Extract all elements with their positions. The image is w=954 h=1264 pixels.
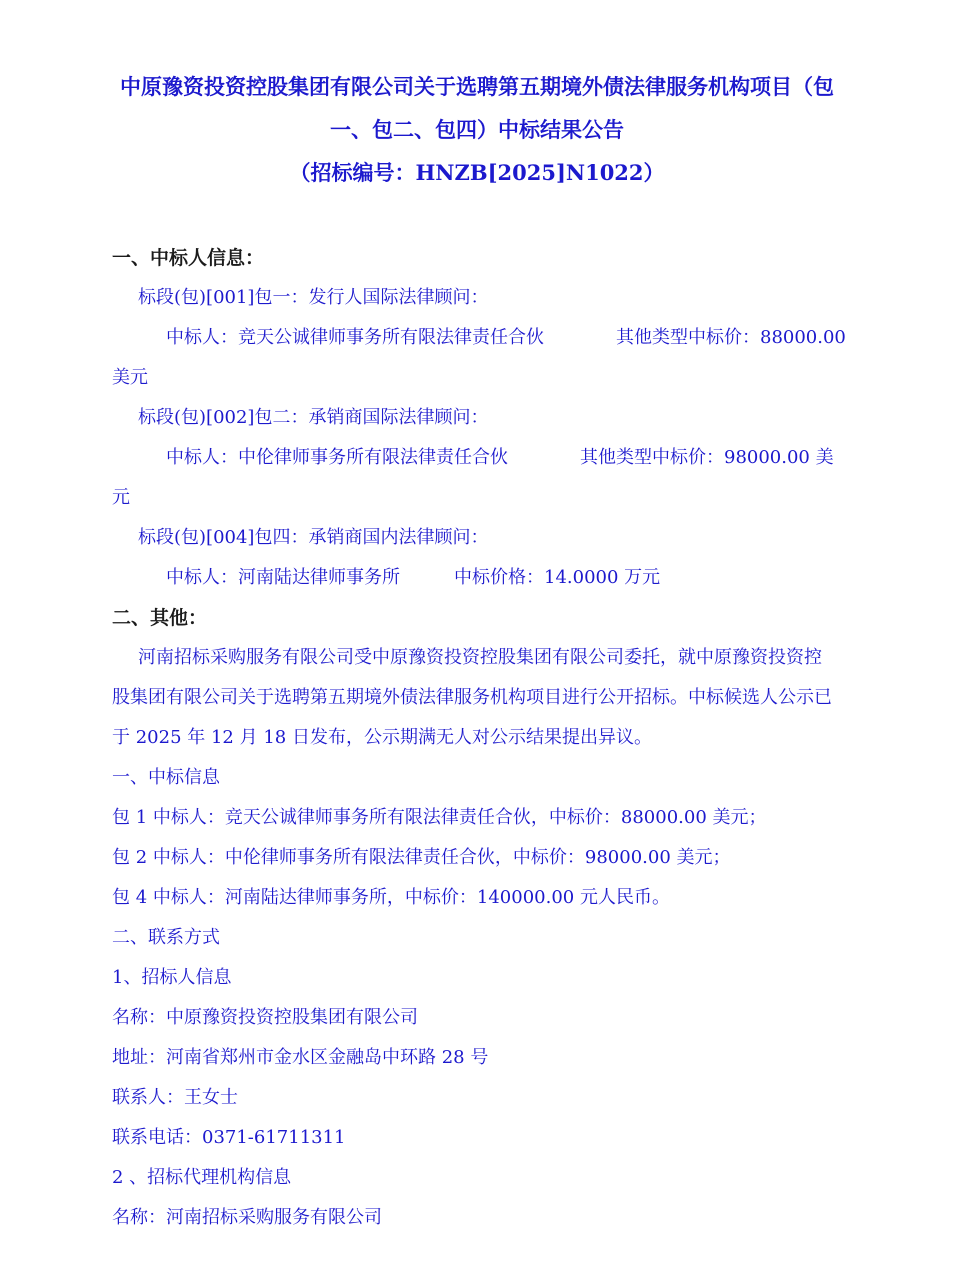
section-heading-winner-info: 一、中标人信息： bbox=[112, 247, 265, 269]
title-line-1: 中原豫资投资控股集团有限公司关于选聘第五期境外债法律服务机构项目（包 bbox=[120, 74, 834, 99]
doc-line-winner-lot-002: 中标人：中伦律师事务所有限法律责任合伙 其他类型中标价：98000.00 美 bbox=[166, 447, 834, 468]
section-heading-other: 二、其他： bbox=[112, 607, 208, 629]
doc-line-tenderer-name: 名称：中原豫资投资控股集团有限公司 bbox=[112, 1007, 418, 1028]
doc-line-tenderer-info-heading: 1、招标人信息 bbox=[112, 967, 232, 988]
doc-line-winner-lot-002-wrap: 元 bbox=[112, 487, 130, 508]
document-body bbox=[112, 238, 846, 1238]
doc-line-award-lot-4: 包 4 中标人：河南陆达律师事务所，中标价：140000.00 元人民币。 bbox=[112, 887, 670, 908]
doc-line-other-para-3: 于 2025 年 12 月 18 日发布，公示期满无人对公示结果提出异议。 bbox=[112, 727, 652, 748]
doc-line-award-lot-2: 包 2 中标人：中伦律师事务所有限法律责任合伙，中标价：98000.00 美元； bbox=[112, 847, 731, 868]
doc-line-award-lot-1: 包 1 中标人：竞天公诚律师事务所有限法律责任合伙，中标价：88000.00 美元； bbox=[112, 807, 767, 828]
doc-line-tenderer-phone: 联系电话：0371-61711311 bbox=[112, 1127, 346, 1148]
doc-line-lot-004: 标段(包)[004]包四：承销商国内法律顾问： bbox=[138, 527, 489, 548]
doc-line-agency-name: 名称：河南招标采购服务有限公司 bbox=[112, 1207, 382, 1228]
doc-line-winner-lot-004: 中标人：河南陆达律师事务所 中标价格：14.0000 万元 bbox=[166, 567, 661, 588]
document-title bbox=[112, 65, 842, 194]
doc-line-winner-lot-001: 中标人：竞天公诚律师事务所有限法律责任合伙 其他类型中标价：88000.00 bbox=[166, 327, 846, 348]
doc-line-contact-heading: 二、联系方式 bbox=[112, 927, 220, 948]
doc-line-lot-002: 标段(包)[002]包二：承销商国际法律顾问： bbox=[138, 407, 489, 428]
doc-line-agency-info-heading: 2 、招标代理机构信息 bbox=[112, 1167, 292, 1188]
doc-line-tenderer-contact-person: 联系人：王女士 bbox=[112, 1087, 238, 1108]
doc-line-tenderer-address: 地址：河南省郑州市金水区金融岛中环路 28 号 bbox=[112, 1047, 489, 1068]
doc-line-other-para-1: 河南招标采购服务有限公司受中原豫资投资控股集团有限公司委托，就中原豫资投资控 bbox=[138, 647, 822, 668]
doc-line-lot-001: 标段(包)[001]包一：发行人国际法律顾问： bbox=[138, 287, 489, 308]
doc-line-other-para-2: 股集团有限公司关于选聘第五期境外债法律服务机构项目进行公开招标。中标候选人公示已 bbox=[112, 687, 832, 708]
doc-line-winner-lot-001-wrap: 美元 bbox=[112, 367, 148, 388]
tender-number-line: （招标编号：HNZB[2025]N1022） bbox=[289, 160, 665, 185]
doc-line-award-info-heading: 一、中标信息 bbox=[112, 767, 220, 788]
title-line-2: 一、包二、包四）中标结果公告 bbox=[330, 117, 624, 142]
